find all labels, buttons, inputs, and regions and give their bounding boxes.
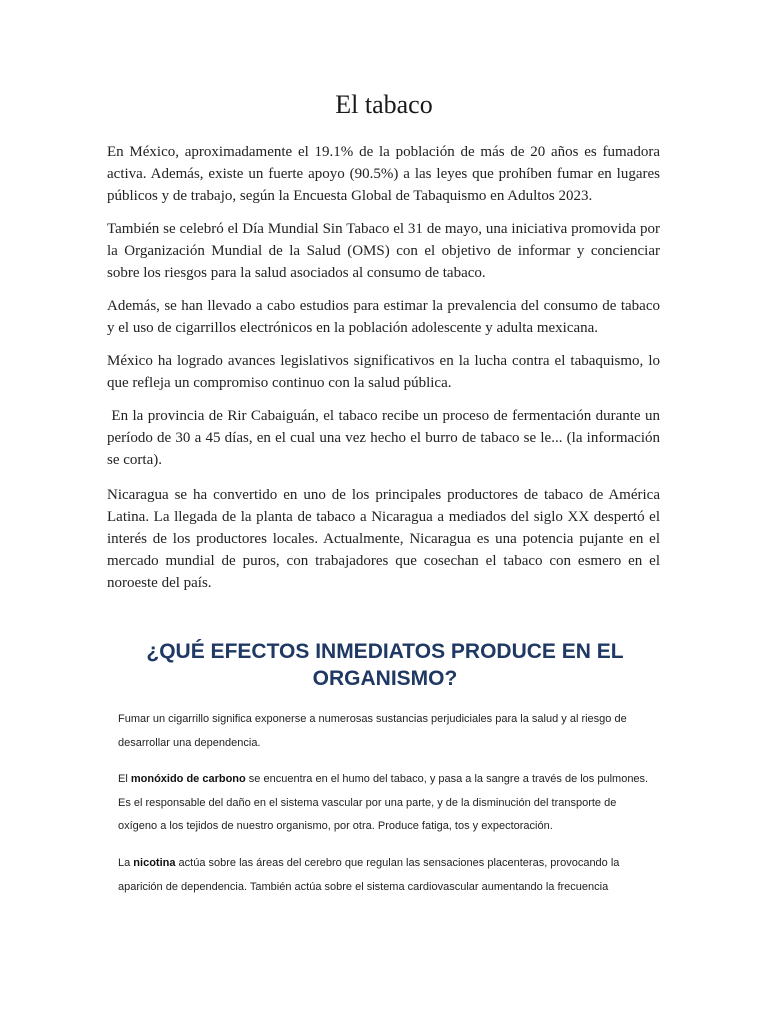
paragraph-smoking-stats: En México, aproximadamente el 19.1% de la población de más de 20 años es fumadora activa. Además, existe un fuerte apoyo (90.5%) a las leyes que prohíben fumar en lugares públicos y de trabajo, según la Encuesta Global de Tabaquismo en Adultos 2023. <box>107 144 660 204</box>
paragraph-nicaragua: Nicaragua se ha convertido en uno de los principales productores de tabaco de América Latina. La llegada de la planta de tabaco a Nicaragua a mediados del siglo XX despertó el interés de los productores locales. Actualmente, Nicaragua es una potencia pujante en el mercado mundial de puros, con trabajadores que cosechan el tabaco con esmero en el noroeste del país. <box>107 487 660 591</box>
paragraph-nicotine <box>118 852 658 899</box>
paragraph-fermentation: En la provincia de Rir Cabaiguán, el tabaco recibe un proceso de fermentación durante un período de 30 a 45 días, en el cual una vez hecho el burro de tabaco se le... (la información se corta). <box>107 408 664 468</box>
nicotine-text: actúa sobre las áreas del cerebro que regulan las sensaciones placenteras, provocando la aparición de dependencia. También actúa sobre el sistema cardiovascular aumentando la frecuencia <box>118 857 620 893</box>
co-prefix: El <box>118 773 131 785</box>
co-term: monóxido de carbono <box>130 773 246 785</box>
paragraph-carbon-monoxide <box>118 768 658 839</box>
nicotine-prefix: La <box>118 857 134 869</box>
document-title: El tabaco <box>335 90 433 119</box>
paragraph-prevalence-studies: Además, se han llevado a cabo estudios para estimar la prevalencia del consumo de tabaco y el uso de cigarrillos electrónicos en la población adolescente y adulta mexicana. <box>107 298 660 336</box>
paragraph-intro: Fumar un cigarrillo significa exponerse a numerosas sustancias perjudiciales para la salud y al riesgo de desarrollar una dependencia. <box>118 713 627 749</box>
paragraph-world-no-tobacco-day: También se celebró el Día Mundial Sin Tabaco el 31 de mayo, una iniciativa promovida por la Organización Mundial de la Salud (OMS) con el objetivo de informar y concienciar sobre los riesgos para la salud asociados al consumo de tabaco. <box>107 221 660 281</box>
section-heading: ¿QUÉ EFECTOS INMEDIATOS PRODUCE EN EL ORGANISMO? <box>146 640 624 690</box>
paragraph-legislative-progress: México ha logrado avances legislativos significativos en la lucha contra el tabaquismo, lo que refleja un compromiso continuo con la salud pública. <box>107 353 660 391</box>
nicotine-term: nicotina <box>133 857 176 869</box>
co-text: se encuentra en el humo del tabaco, y pasa a la sangre a través de los pulmones. Es el responsable del daño en el sistema vascular por una parte, y de la disminución del transporte de oxígeno a los tejidos de nuestro organismo, por otra. Produce fatiga, tos y expectoración. <box>118 773 649 832</box>
